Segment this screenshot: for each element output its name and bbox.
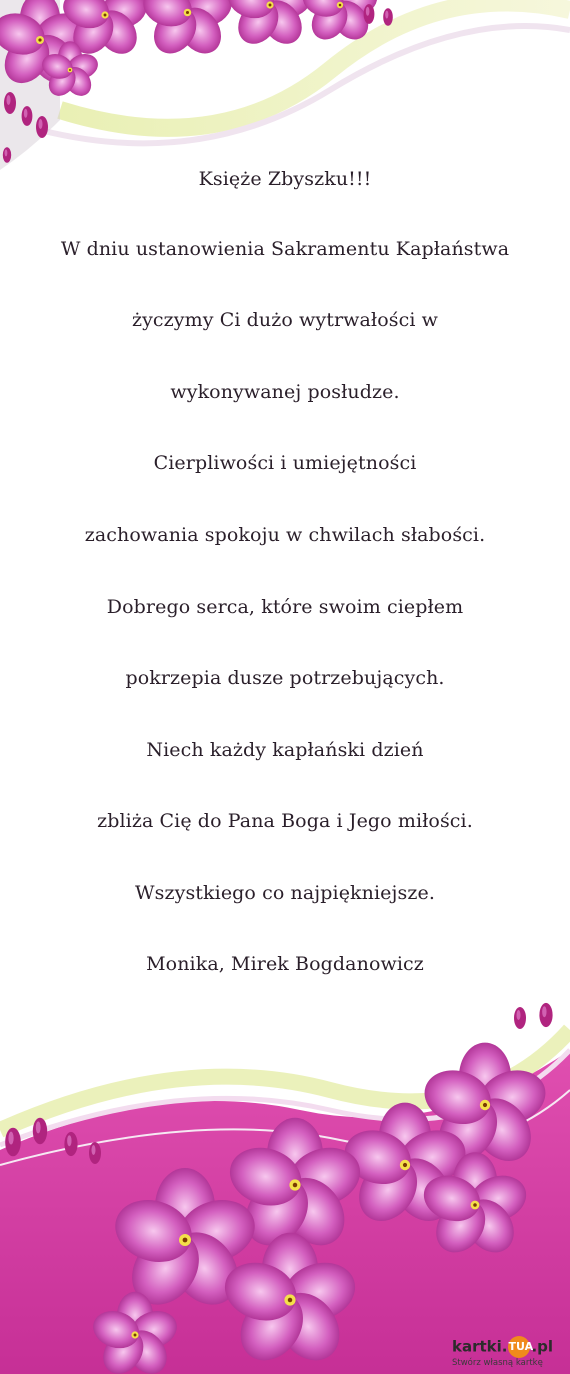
- greeting-line: Cierpliwości i umiejętności: [153, 452, 417, 474]
- lilac-bud-icon: [514, 1007, 526, 1029]
- logo-tagline: Stwórz własną kartkę: [452, 1358, 543, 1368]
- logo-badge: TUA: [508, 1336, 530, 1358]
- lilac-bud-icon: [89, 1142, 101, 1164]
- lilac-bud-icon: [4, 92, 16, 114]
- greeting-line: pokrzepia dusze potrzebujących.: [125, 667, 445, 689]
- lilac-bud-icon: [22, 106, 33, 126]
- lilac-bud-icon: [33, 1118, 47, 1144]
- greeting-line: Niech każdy kapłański dzień: [146, 739, 424, 761]
- lilac-bud-icon: [64, 1132, 77, 1156]
- kartki-tua-logo[interactable]: [452, 1336, 564, 1370]
- bottom-flower-decoration: [0, 990, 570, 1374]
- greeting-line: Dobrego serca, które swoim ciepłem: [106, 596, 464, 618]
- signature-line: Monika, Mirek Bogdanowicz: [146, 953, 424, 975]
- logo-brand-right: .pl: [531, 1337, 554, 1356]
- lilac-bud-icon: [383, 8, 393, 26]
- greeting-line: Wszystkiego co najpiękniejsze.: [135, 882, 435, 904]
- greeting-line: życzymy Ci dużo wytrwałości w: [131, 309, 439, 331]
- lilac-bud-icon: [5, 1128, 21, 1157]
- lilac-bud-icon: [36, 116, 48, 138]
- greeting-line: zachowania spokoju w chwilach słabości.: [84, 524, 486, 546]
- logo-brand-left: kartki.: [452, 1337, 508, 1356]
- logo-wordmark: [452, 1336, 564, 1356]
- top-flower-decoration: [0, 0, 570, 190]
- lilac-bud-icon: [3, 147, 11, 162]
- lilac-bud-icon: [539, 1003, 552, 1027]
- greeting-line: wykonywanej posłudze.: [170, 381, 400, 403]
- greeting-line: Księże Zbyszku!!!: [198, 168, 372, 190]
- greeting-line: zbliża Cię do Pana Boga i Jego miłości.: [97, 810, 473, 832]
- lilac-bud-icon: [364, 4, 375, 24]
- greeting-line: W dniu ustanowienia Sakramentu Kapłaństwa: [60, 238, 510, 260]
